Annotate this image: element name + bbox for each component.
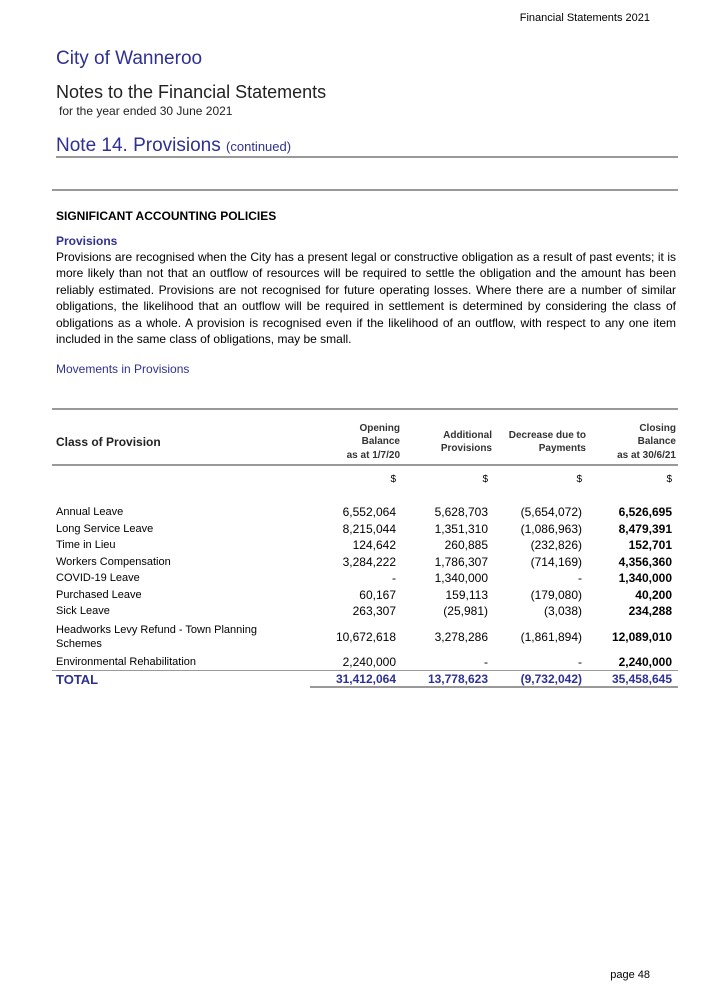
note-heading <box>56 135 291 157</box>
provisions-table <box>52 420 678 688</box>
page-number: page 48 <box>610 969 650 981</box>
provisions-paragraph: Provisions are recognised when the City has a present legal or constructive obligation as a result of past events; it is more likely than not that an outflow of resources will be required to settle the obligation and the amount has been reliably estimated. Provisions are not recognised for future operating losses. Where there are a number of similar obligations, the likelihood that an outflow will be required in settlement is determined by considering the class of obligations as a whole. A provision is recognised even if the likelihood of an outflow, with respect to any one item included in the same class of obligations, may be small. <box>56 250 676 347</box>
total-row <box>52 671 678 688</box>
total-label: TOTAL <box>56 671 99 687</box>
notes-subtitle: for the year ended 30 June 2021 <box>59 104 233 118</box>
table-row: Sick Leave 263,307 (25,981) (3,038) 234,288 <box>56 604 672 619</box>
total-closing: 35,458,645 <box>588 671 678 688</box>
note-continued: (continued) <box>226 139 292 154</box>
table-row: Annual Leave 6,552,064 5,628,703 (5,654,072) 6,526,695 <box>56 505 672 520</box>
table-row: Workers Compensation 3,284,222 1,786,307 (714,169) 4,356,360 <box>56 554 672 569</box>
column-header-closing: Closing Balance as at 30/6/21 <box>617 422 676 461</box>
total-decrease: (9,732,042) <box>494 671 588 688</box>
table-row: Long Service Leave 8,215,044 1,351,310 (1,086,963) 8,479,391 <box>56 521 672 536</box>
provisions-heading: Provisions <box>56 234 118 248</box>
table-row: Headworks Levy Refund - Town Planning Schemes 10,672,618 3,278,286 (1,861,894) 12,089,010 <box>56 623 672 650</box>
note-heading-text: Note 14. Provisions <box>56 135 221 156</box>
column-header-class: Class of Provision <box>56 435 161 449</box>
notes-title: Notes to the Financial Statements <box>56 82 327 102</box>
currency-label: $ <box>310 465 402 492</box>
table-header-row <box>52 420 678 465</box>
table-row: COVID-19 Leave - 1,340,000 - 1,340,000 <box>56 571 672 586</box>
currency-label: $ <box>402 465 494 492</box>
table-row: Environmental Rehabilitation 2,240,000 - - 2,240,000 <box>52 654 678 671</box>
movements-heading: Movements in Provisions <box>56 362 190 376</box>
divider <box>52 189 678 191</box>
table-row: Time in Lieu 124,642 260,885 (232,826) 152,701 <box>56 538 672 553</box>
currency-row <box>52 465 678 492</box>
organisation-name: City of Wanneroo <box>56 48 203 69</box>
column-header-additional: Additional Provisions <box>440 429 492 454</box>
divider <box>52 408 678 410</box>
total-opening: 31,412,064 <box>310 671 402 688</box>
column-header-decrease: Decrease due to Payments <box>508 429 586 454</box>
currency-label: $ <box>494 465 588 492</box>
column-header-opening: Opening Balance as at 1/7/20 <box>346 422 400 461</box>
currency-label: $ <box>588 465 678 492</box>
total-additional: 13,778,623 <box>402 671 494 688</box>
document-header: Financial Statements 2021 <box>519 12 650 24</box>
table-row: Purchased Leave 60,167 159,113 (179,080) 40,200 <box>56 587 672 602</box>
divider <box>56 156 678 158</box>
section-title: SIGNIFICANT ACCOUNTING POLICIES <box>56 209 277 223</box>
